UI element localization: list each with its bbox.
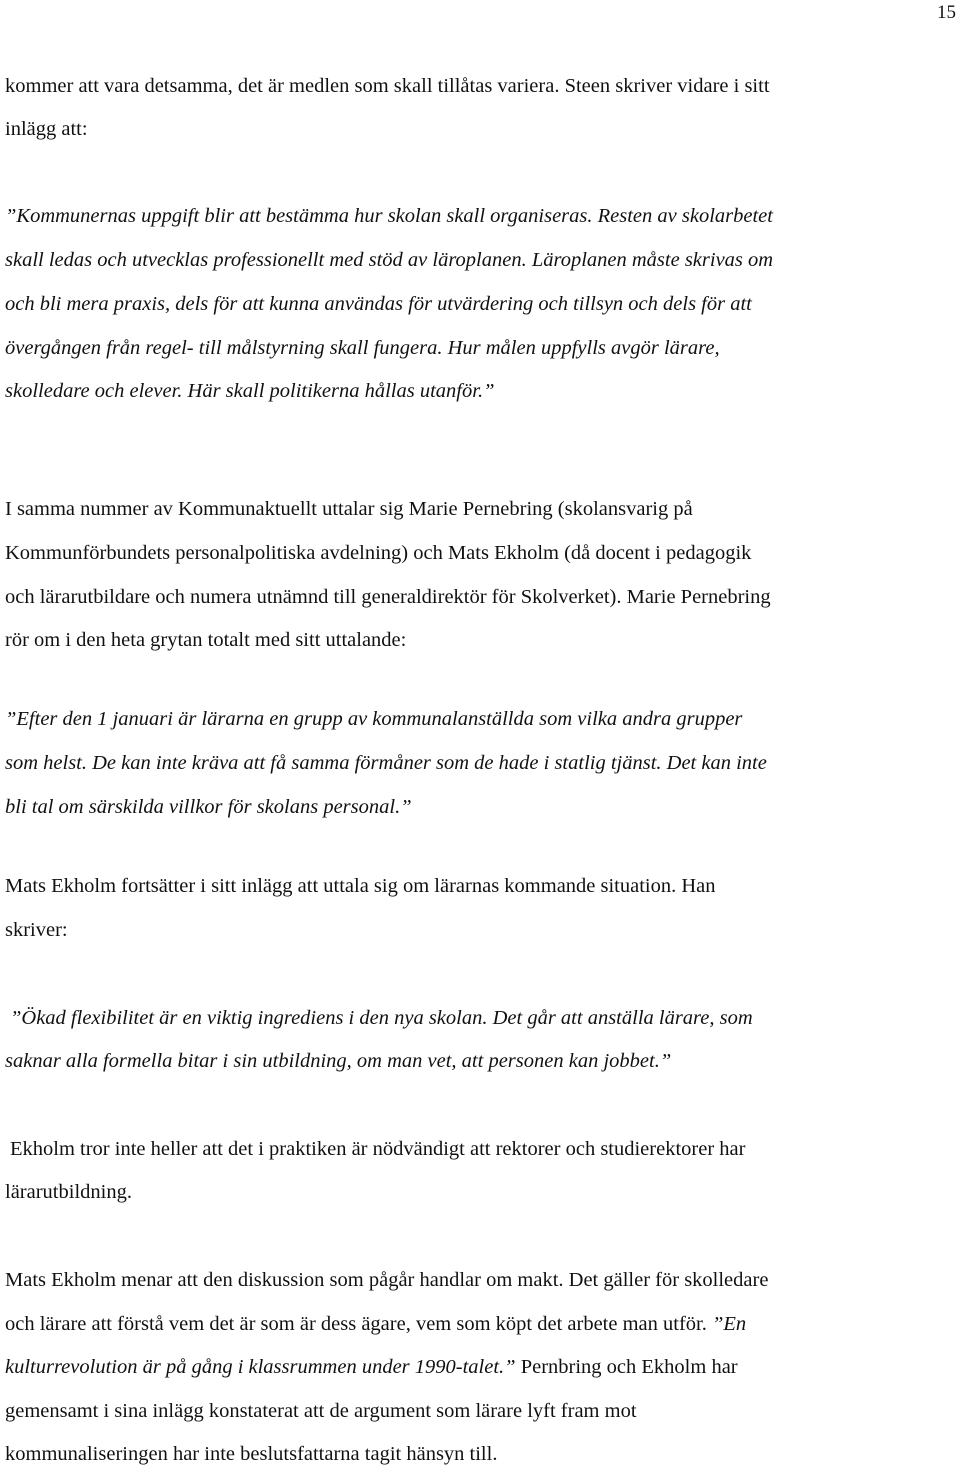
text-line (5, 1357, 738, 1378)
text-run: som helst. De kan inte kräva att få samma förmåner som de hade i statlig tjänst. Det kan inte (5, 752, 767, 774)
text-line (5, 1182, 132, 1203)
quote-line (5, 206, 773, 227)
text-run: lärarutbildning. (5, 1181, 132, 1203)
text-run: Kommunförbundets personalpolitiska avdelning) och Mats Ekholm (då docent i pedagogik (5, 542, 752, 564)
text-run: skall ledas och utvecklas professionellt med stöd av läroplanen. Läroplanen måste skrivas om (5, 249, 774, 271)
text-run-italic: kulturrevolution är på gång i klassrummen under 1990-talet.” (5, 1356, 516, 1378)
text-run: ”Kommunernas uppgift blir att bestämma hur skolan skall organiseras. Resten av skolarbetet (5, 205, 773, 227)
quote-line (10, 1008, 753, 1029)
text-run: ”Ökad flexibilitet är en viktig ingrediens i den nya skolan. Det går att anställa lärare, som (10, 1007, 753, 1029)
text-line (5, 920, 68, 941)
text-run: och lärare att förstå vem det är som är dess ägare, vem som köpt det arbete man utför. (5, 1313, 712, 1335)
text-run: och bli mera praxis, dels för att kunna användas för utvärdering och tillsyn och dels för att (5, 293, 752, 315)
text-run: ”Efter den 1 januari är lärarna en grupp av kommunalanställda som vilka andra grupper (5, 708, 743, 730)
text-line (5, 1401, 637, 1422)
quote-line (5, 709, 742, 730)
text-run: övergången från regel- till målstyrning skall fungera. Hur målen uppfylls avgör lärare, (5, 337, 720, 359)
text-line (5, 76, 770, 97)
text-run: kommunaliseringen har inte beslutsfattarna tagit hänsyn till. (5, 1443, 498, 1465)
text-line (5, 499, 693, 520)
text-run: inlägg att: (5, 118, 88, 140)
quote-line (5, 797, 412, 818)
text-line (5, 630, 406, 651)
quote-line (5, 250, 773, 271)
quote-line (5, 294, 752, 315)
text-line (5, 543, 751, 564)
text-line (5, 876, 716, 897)
text-run: skriver: (5, 919, 68, 941)
text-run: gemensamt i sina inlägg konstaterat att de argument som lärare lyft fram mot (5, 1400, 637, 1422)
text-line (5, 1270, 768, 1291)
text-run: Pernbring och Ekholm har (515, 1356, 738, 1378)
text-run: rör om i den heta grytan totalt med sitt uttalande: (5, 629, 407, 651)
quote-line (5, 338, 720, 359)
text-run: skolledare och elever. Här skall politikerna hållas utanför.” (5, 380, 495, 402)
text-run: saknar alla formella bitar i sin utbildning, om man vet, att personen kan jobbet.” (5, 1050, 672, 1072)
text-line (10, 1139, 745, 1160)
text-run: I samma nummer av Kommunaktuellt uttalar sig Marie Pernebring (skolansvarig på (5, 498, 693, 520)
text-run: Ekholm tror inte heller att det i praktiken är nödvändigt att rektorer och studierektorer har (10, 1138, 746, 1160)
text-run: och lärarutbildare och numera utnämnd till generaldirektör för Skolverket). Marie Pernebring (5, 586, 771, 608)
text-line (5, 587, 771, 608)
quote-line (5, 381, 494, 402)
text-run-italic: ”En (712, 1313, 747, 1335)
text-line (5, 1444, 497, 1465)
text-run: bli tal om särskilda villkor för skolans personal.” (5, 796, 412, 818)
text-line (5, 1314, 746, 1335)
page-number: 15 (937, 2, 956, 23)
text-line (5, 119, 88, 140)
text-run: kommer att vara detsamma, det är medlen som skall tillåtas variera. Steen skriver vidare i sitt (5, 75, 770, 97)
quote-line (5, 753, 767, 774)
text-run: Mats Ekholm menar att den diskussion som pågår handlar om makt. Det gäller för skolledare (5, 1269, 769, 1291)
text-run: Mats Ekholm fortsätter i sitt inlägg att uttala sig om lärarnas kommande situation. Han (5, 875, 716, 897)
quote-line (5, 1051, 671, 1072)
